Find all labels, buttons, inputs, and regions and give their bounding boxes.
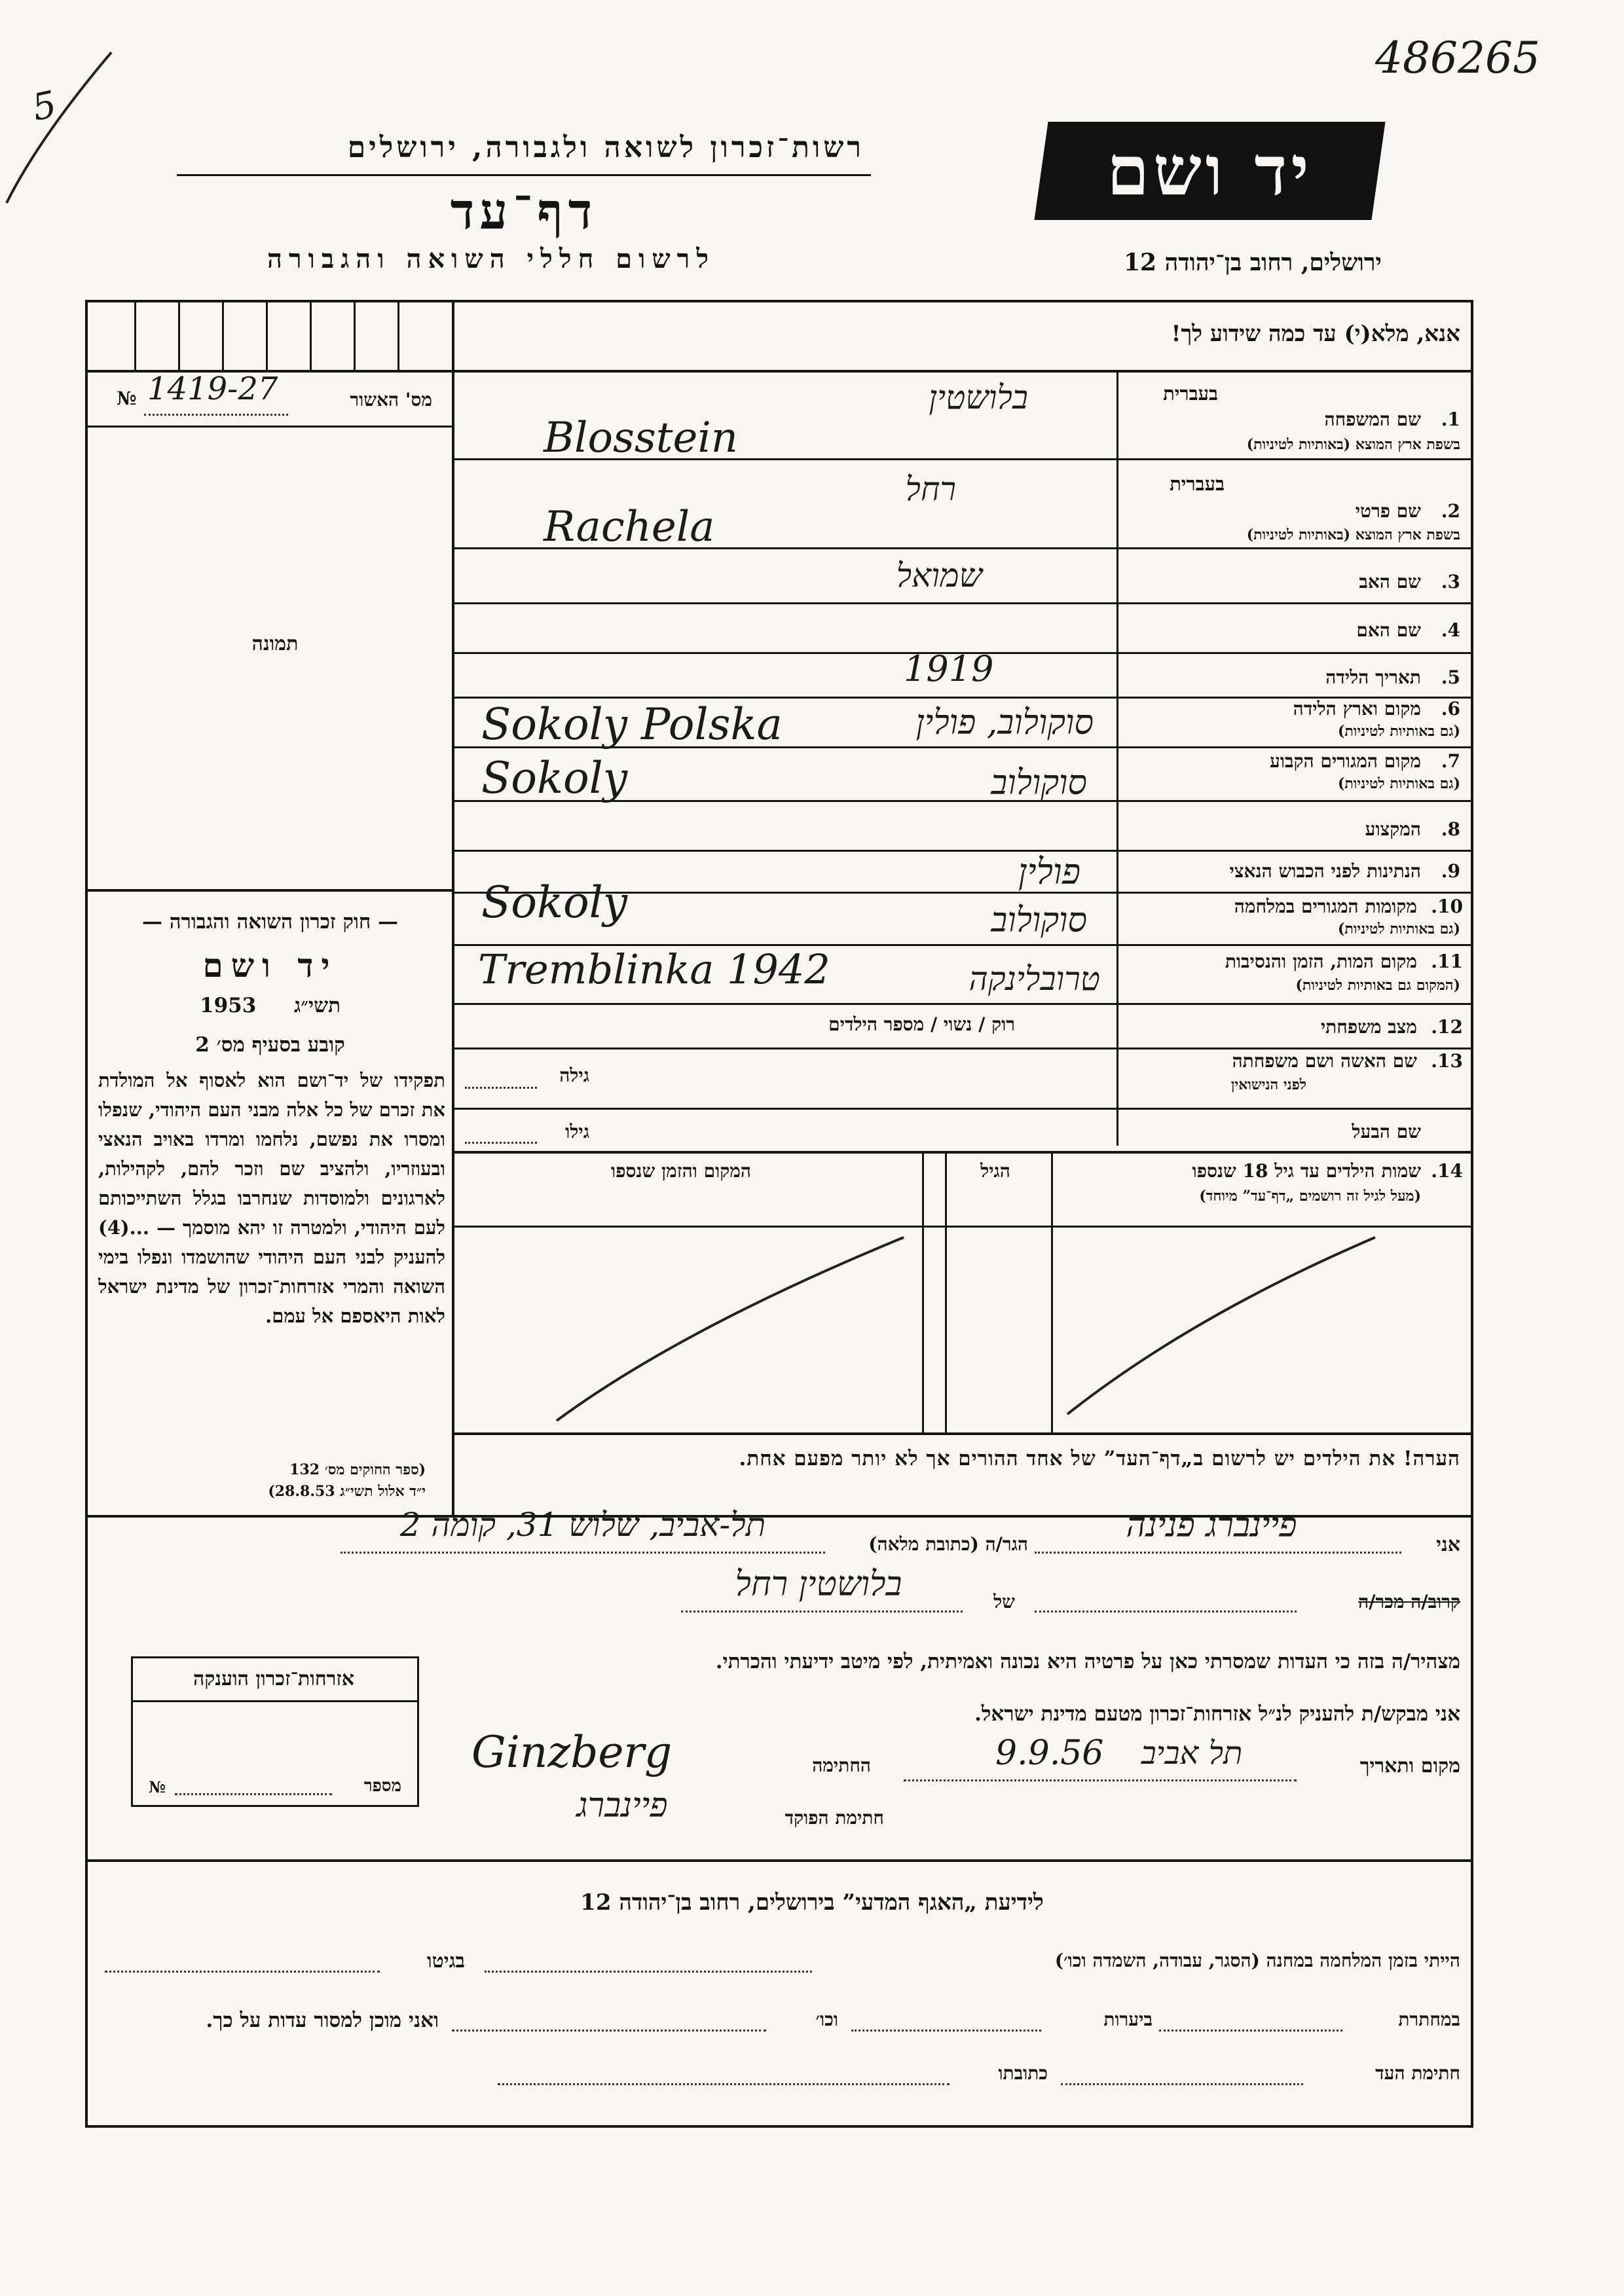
label-column-border: [1116, 370, 1118, 1146]
record-number-value: 1419-27: [147, 371, 278, 407]
logo-text: יד ושם: [1107, 130, 1313, 211]
field-7-hebrew-value: סוקולוב: [991, 763, 1087, 803]
field-8-label: המקצוע: [1365, 818, 1421, 840]
camp-line-text: הייתי בזמן המלחמה במחנה (הסגר, עבודה, השמדה וכו׳): [1054, 1950, 1460, 1971]
authority-name: רשות־זכרון לשואה ולגבורה, ירושלים: [347, 131, 864, 164]
field-7-label: מקום המגורים הקבוע: [1270, 750, 1421, 772]
field-1-hebrew-value: בלושטין: [929, 378, 1028, 416]
form-title: דף־עד: [450, 182, 598, 240]
field-6-latin-value: Sokoly Polska: [481, 699, 783, 750]
field-13-number: 13.: [1431, 1050, 1463, 1072]
field-11-sub: (המקום גם באותיות לטיניות): [1295, 977, 1460, 994]
children-place-header: המקום והזמן שנספו: [611, 1160, 751, 1182]
husband-age-label: גילו: [565, 1121, 589, 1142]
record-number-prefix: №: [117, 388, 137, 409]
field-6-label: מקום וארץ הלידה: [1293, 698, 1421, 720]
children-note: הערה! את הילדים יש לרשום ב„דף־העד” של אחד ההורים אך לא יותר מפעם אחת.: [739, 1447, 1460, 1470]
children-col-3: [922, 1152, 924, 1434]
camp-line: [485, 1971, 812, 1973]
field-2-hebrew-value: רחל: [905, 470, 956, 508]
field-2-latin-value: Rachela: [544, 503, 715, 551]
signature-value: Ginzberg: [471, 1727, 673, 1777]
date-value: 9.9.56: [995, 1734, 1104, 1773]
row-rule-12: [453, 1048, 1471, 1049]
officer-signature-value: פיינברג: [576, 1786, 668, 1825]
witness-signature-label: חתימת העד: [1375, 2062, 1460, 2084]
stub-line: [266, 302, 268, 370]
field-3-value: שמואל: [896, 556, 982, 594]
field-10-latin-value: Sokoly: [481, 877, 628, 928]
field-10-number: 10.: [1431, 896, 1463, 917]
place-value: תל אביב: [1141, 1735, 1243, 1772]
declaration-statement: מצהיר/ה בזה כי העדות שמסרתי כאן על פרטיה היא נכונה ואמיתית, לפי מיטב ידיעתי והכרתי.: [715, 1650, 1460, 1673]
wife-age-label: גילה: [559, 1065, 589, 1086]
field-5-number: 5.: [1441, 666, 1460, 688]
children-bottom-rule: [453, 1432, 1471, 1435]
witness-signature-line: [1061, 2083, 1303, 2085]
wife-age-line: [465, 1087, 537, 1089]
law-name: יד ושם: [202, 946, 338, 985]
yad-vashem-logo: [1034, 122, 1385, 220]
underground-line: [1159, 2030, 1342, 2032]
row-rule-3: [453, 602, 1471, 604]
instruction-rule: [453, 370, 1471, 373]
record-rule: [88, 426, 453, 428]
law-year: 1953: [200, 994, 257, 1017]
hebrew-label-1: בעברית: [1163, 382, 1218, 405]
field-2-label: שם פרטי: [1355, 500, 1421, 522]
form-subtitle: לרשום חללי השואה והגבורה: [267, 244, 716, 274]
left-column-border: [452, 300, 454, 1518]
children-header-rule: [453, 1226, 1471, 1228]
children-age-header: הגיל: [980, 1160, 1010, 1182]
declarant-label: אני: [1436, 1533, 1460, 1556]
field-1-label: שם המשפחה: [1324, 409, 1421, 430]
law-text: תפקידו של יד־ושם הוא לאסוף אל המולדת את זכרם של כל אלה מבני העם היהודי, שנפלו ומסרו את נפשם, נלחמו ומרדו באויב הנאצי ובעוזריו, ולהציב שם וזכר להם, לקהילות, לארגונים ולמוסדות שנחרבו בגלל השתייכותם לעם היהודי, ולמטרה זו יהא מוסמך — ...(4) להעניק לבני העם היהודי שהושמדו ונפלו בימי השואה והמרי אזרחות־זכרון של מדינת ישראל לאות היאספם אל עמם.: [98, 1069, 445, 1327]
stub-line: [354, 302, 356, 370]
field-9-number: 9.: [1441, 860, 1460, 882]
signature-label: החתימה: [812, 1755, 871, 1776]
underground-label: במחתרת: [1398, 2009, 1460, 2030]
relation-label: קרוב/ה מכר/ה: [1358, 1591, 1460, 1613]
field-11-hebrew-value: טרובלינקה: [969, 960, 1100, 998]
header-address: ירושלים, רחוב בן־יהודה 12: [1123, 249, 1382, 276]
forests-line: [851, 2030, 1041, 2032]
field-10-label: מקומות המגורים במלחמה: [1234, 896, 1417, 917]
testimony-offer: ואני מוכן למסור עדות על כך.: [206, 2009, 439, 2032]
citizenship-box-rule: [133, 1700, 417, 1702]
stub-line: [178, 302, 180, 370]
field-9-label: הנתינות לפני הכבוש הנאצי: [1229, 860, 1421, 882]
row-rule-11: [453, 1003, 1471, 1005]
record-number-line: [144, 414, 288, 416]
field-1-latin-value: Blosstein: [544, 414, 738, 462]
field-9-value: פולין: [1018, 851, 1080, 892]
photo-label: תמונה: [251, 632, 299, 655]
field-12-label: מצב משפחתי: [1320, 1016, 1417, 1038]
address-line: [341, 1552, 825, 1554]
fill-instruction: אנא, מלא(י) עד כמה שידוע לך!: [1171, 321, 1460, 347]
corner-mark: 5: [28, 83, 61, 130]
address-label: הגר/ה (כתובת מלאה): [868, 1533, 1028, 1555]
stub-line: [397, 302, 399, 370]
stub-line: [134, 302, 136, 370]
witness-address-line: [498, 2083, 950, 2085]
citizenship-request: אני מבקש/ת להעניק לנ״ל אזרחות־זכרון מטעם מדינת ישראל.: [974, 1702, 1460, 1726]
footer-notice: לידיעת „האגף המדעי” בירושלים, רחוב בן־יהודה 12: [580, 1889, 1044, 1916]
field-13-label: שם האשה ושם משפחתה: [1232, 1050, 1417, 1072]
field-5-value: 1919: [904, 648, 994, 689]
hebrew-label-2: בעברית: [1170, 473, 1225, 495]
field-2-sub: בשפת ארץ המוצא (באותיות לטיניות): [1246, 526, 1460, 543]
field-6-hebrew-value: סוקולוב, פולין: [915, 703, 1094, 742]
children-label: שמות הילדים עד גיל 18 שנספו: [1192, 1160, 1421, 1182]
field-5-label: תאריך הלידה: [1325, 666, 1421, 688]
law-title: — חוק זכרון השואה והגבורה —: [141, 910, 399, 934]
record-number-label: מס' האשור: [350, 389, 432, 410]
children-sub: (מעל לגיל זה רושמים „דף־עד” מיוחד): [1199, 1188, 1421, 1205]
law-year-heb: תשי״ג: [294, 994, 341, 1017]
header-rule: [177, 174, 871, 176]
photo-rule: [88, 889, 453, 892]
citizenship-num-prefix: №: [149, 1777, 166, 1796]
declarant-line: [1035, 1552, 1401, 1554]
field-7-sub: (גם באותיות לטיניות): [1337, 775, 1460, 792]
field-7-number: 7.: [1441, 750, 1460, 772]
footer-rule: [88, 1859, 1471, 1862]
law-reference-1: (ספר החוקים מס׳ 132: [289, 1461, 426, 1478]
forests-label: ביערות: [1103, 2009, 1153, 2030]
field-4-label: שם האם: [1356, 619, 1421, 641]
children-strike-left: [550, 1231, 917, 1427]
field-6-sub: (גם באותיות לטיניות): [1337, 723, 1460, 740]
etc-label: וכו׳: [815, 2009, 838, 2030]
ghetto-line: [105, 1971, 380, 1973]
field-1-number: 1.: [1441, 409, 1460, 430]
declarant-name: פיינברג פנינה: [1126, 1506, 1297, 1545]
etc-line: [452, 2030, 766, 2032]
husband-label: שם הבעל: [1352, 1121, 1421, 1142]
citizenship-box-title: אזרחות־זכרון הוענקה: [193, 1667, 355, 1690]
field-13-sub: לפני הנישואין: [1230, 1076, 1306, 1093]
field-3-label: שם האב: [1359, 571, 1421, 592]
officer-signature-label: חתימת הפוקד: [784, 1807, 884, 1829]
field-3-number: 3.: [1441, 571, 1460, 592]
husband-age-line: [465, 1142, 537, 1144]
of-label: של: [993, 1591, 1015, 1613]
relation-line: [1035, 1611, 1297, 1613]
field-11-label: מקום המות, הזמן והנסיבות: [1225, 951, 1417, 972]
declarant-address: תל-אביב, שלוש 31, קומה 2: [399, 1506, 766, 1544]
field-8-number: 8.: [1441, 818, 1460, 840]
field-1-sub: בשפת ארץ המוצא (באותיות לטיניות): [1246, 436, 1460, 453]
law-reference-2: י״ד אלול תשי״ג 28.8.53): [268, 1483, 426, 1500]
row-rule-13: [453, 1108, 1471, 1110]
children-number: 14.: [1431, 1160, 1463, 1182]
row-rule-14: [453, 1151, 1471, 1154]
field-7-latin-value: Sokoly: [481, 753, 628, 803]
field-4-number: 4.: [1441, 619, 1460, 641]
children-col-1: [1051, 1152, 1053, 1434]
citizenship-box: [131, 1656, 419, 1807]
children-strike-right: [1061, 1231, 1388, 1421]
field-10-hebrew-value: סוקולוב: [991, 901, 1087, 940]
law-clause: קובע בסעיף מס׳ 2: [195, 1033, 345, 1057]
stub-line: [222, 302, 224, 370]
place-date-line: [904, 1779, 1297, 1781]
field-11-latin-value: Tremblinka 1942: [478, 945, 830, 993]
ghetto-label: בגיטו: [426, 1950, 465, 1973]
field-11-number: 11.: [1431, 951, 1463, 972]
field-2-number: 2.: [1441, 500, 1460, 522]
witness-address-label: כתובתו: [998, 2062, 1048, 2084]
corner-stroke: [0, 39, 124, 210]
archive-number: 486265: [1375, 33, 1540, 83]
stub-line: [310, 302, 312, 370]
deceased-name: בלושטין רחל: [735, 1565, 902, 1604]
field-12-number: 12.: [1431, 1016, 1463, 1038]
place-date-label: מקום ותאריך: [1359, 1755, 1460, 1777]
citizenship-num-label: מספר: [363, 1776, 401, 1796]
field-6-number: 6.: [1441, 698, 1460, 720]
field-10-sub: (גם באותיות לטיניות): [1337, 920, 1460, 938]
citizenship-num-line: [175, 1793, 332, 1795]
field-12-options: רוק / נשוי / מספר הילדים: [828, 1013, 1015, 1035]
of-line: [681, 1611, 963, 1613]
children-col-2: [945, 1152, 947, 1434]
